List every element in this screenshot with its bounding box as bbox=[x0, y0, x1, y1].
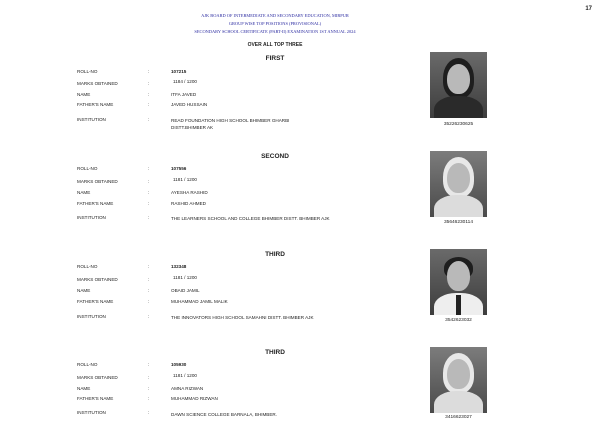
colon: : bbox=[148, 69, 150, 74]
colon: : bbox=[148, 264, 150, 269]
institution-value: THE LEARNERS SCHOOL AND COLLEGE BHIMBER DISTT. BHIMBER AJK bbox=[171, 216, 330, 221]
position-card bbox=[0, 55, 612, 151]
roll-no-label: ROLL-NO bbox=[77, 166, 98, 171]
roll-no-label: ROLL-NO bbox=[77, 362, 98, 367]
father-label: FATHER'S NAME bbox=[77, 396, 114, 401]
institution-label: INSTITUTION bbox=[77, 117, 106, 122]
father-label: FATHER'S NAME bbox=[77, 102, 114, 107]
colon: : bbox=[148, 190, 150, 195]
exam-title: SECONDARY SCHOOL CERTIFICATE (PART-II) EXAMINATION 1ST ANNUAL 2024 bbox=[194, 29, 356, 34]
colon: : bbox=[148, 288, 150, 293]
roll-no-label: ROLL-NO bbox=[77, 264, 98, 269]
position-card bbox=[0, 251, 612, 347]
institution-value: READ FOUNDATION HIGH SCHOOL BHIMBER GHARBI DISTT.BHIMBER AK bbox=[171, 118, 290, 130]
father-value: MUHAMMAD RIZWAN bbox=[171, 396, 218, 401]
colon: : bbox=[148, 166, 150, 171]
colon: : bbox=[148, 314, 150, 319]
institution-value: THE INNOVATORS HIGH SCHOOL SAMAHNI DISTT. BHIMBER AJK bbox=[171, 315, 314, 320]
overall-title: OVER ALL TOP THREE bbox=[247, 42, 303, 48]
page-number: 17 bbox=[585, 6, 592, 12]
colon: : bbox=[148, 410, 150, 415]
colon: : bbox=[148, 362, 150, 367]
father-value: MUHAMMAD JAMIL MALIK bbox=[171, 299, 228, 304]
roll-no-value: 107556 bbox=[171, 166, 187, 171]
colon: : bbox=[148, 201, 150, 206]
marks-value: 1181 / 1200 bbox=[173, 275, 197, 280]
roll-no-value: 107215 bbox=[171, 69, 187, 74]
marks-value: 1181 / 1200 bbox=[173, 177, 197, 182]
colon: : bbox=[148, 81, 150, 86]
institution-label: INSTITUTION bbox=[77, 314, 106, 319]
board-name: AJK BOARD OF INTERMEDIATE AND SECONDARY EDUCATION, MIRPUR bbox=[201, 13, 349, 18]
institution-value: DAWN SCIENCE COLLEGE BARNALA, BHIMBER. bbox=[171, 412, 278, 417]
marks-label: MARKS OBTAINED bbox=[77, 277, 118, 282]
name-value: OBAID JAMIL bbox=[171, 288, 200, 293]
position-rank: FIRST bbox=[265, 55, 285, 62]
roll-no-value: 132348 bbox=[171, 264, 187, 269]
name-label: NAME bbox=[77, 92, 91, 97]
father-value: RASHID AHMED bbox=[171, 201, 206, 206]
student-photo bbox=[430, 151, 487, 217]
marks-value: 1181 / 1200 bbox=[173, 373, 197, 378]
colon: : bbox=[148, 215, 150, 220]
father-value: JAVED HUSSAIN bbox=[171, 102, 208, 107]
position-card bbox=[0, 153, 612, 249]
document-header bbox=[0, 12, 550, 36]
position-rank: THIRD bbox=[265, 251, 285, 258]
marks-value: 1184 / 1200 bbox=[173, 79, 197, 84]
colon: : bbox=[148, 92, 150, 97]
institution-label: INSTITUTION bbox=[77, 215, 106, 220]
roll-no-value: 105930 bbox=[171, 362, 187, 367]
results-subtitle: GROUP WISE TOP POSITIONS (PROVISIONAL) bbox=[228, 21, 322, 26]
cnic-number: 3416623027 bbox=[445, 415, 472, 420]
colon: : bbox=[148, 117, 150, 122]
name-value: AMNA RIZWAN bbox=[171, 386, 204, 391]
name-label: NAME bbox=[77, 386, 91, 391]
name-label: NAME bbox=[77, 190, 91, 195]
colon: : bbox=[148, 179, 150, 184]
institution-label: INSTITUTION bbox=[77, 410, 106, 415]
marks-label: MARKS OBTAINED bbox=[77, 179, 118, 184]
cnic-number: 35646230114 bbox=[444, 220, 473, 225]
colon: : bbox=[148, 375, 150, 380]
marks-label: MARKS OBTAINED bbox=[77, 375, 118, 380]
student-photo bbox=[430, 347, 487, 413]
name-label: NAME bbox=[77, 288, 91, 293]
position-card bbox=[0, 349, 612, 445]
name-value: ITFA JAVED bbox=[171, 92, 197, 97]
father-label: FATHER'S NAME bbox=[77, 201, 114, 206]
roll-no-label: ROLL-NO bbox=[77, 69, 98, 74]
cnic-number: 35226230625 bbox=[443, 122, 474, 127]
cnic-number: 3542623032 bbox=[445, 318, 472, 323]
father-label: FATHER'S NAME bbox=[77, 299, 114, 304]
position-rank: THIRD bbox=[265, 349, 285, 356]
colon: : bbox=[148, 299, 150, 304]
colon: : bbox=[148, 102, 150, 107]
student-photo bbox=[430, 52, 487, 118]
name-value: AYESHA RASHID bbox=[171, 190, 208, 195]
colon: : bbox=[148, 277, 150, 282]
marks-label: MARKS OBTAINED bbox=[77, 81, 118, 86]
colon: : bbox=[148, 386, 150, 391]
student-photo bbox=[430, 249, 487, 315]
position-rank: SECOND bbox=[261, 153, 289, 160]
colon: : bbox=[148, 396, 150, 401]
